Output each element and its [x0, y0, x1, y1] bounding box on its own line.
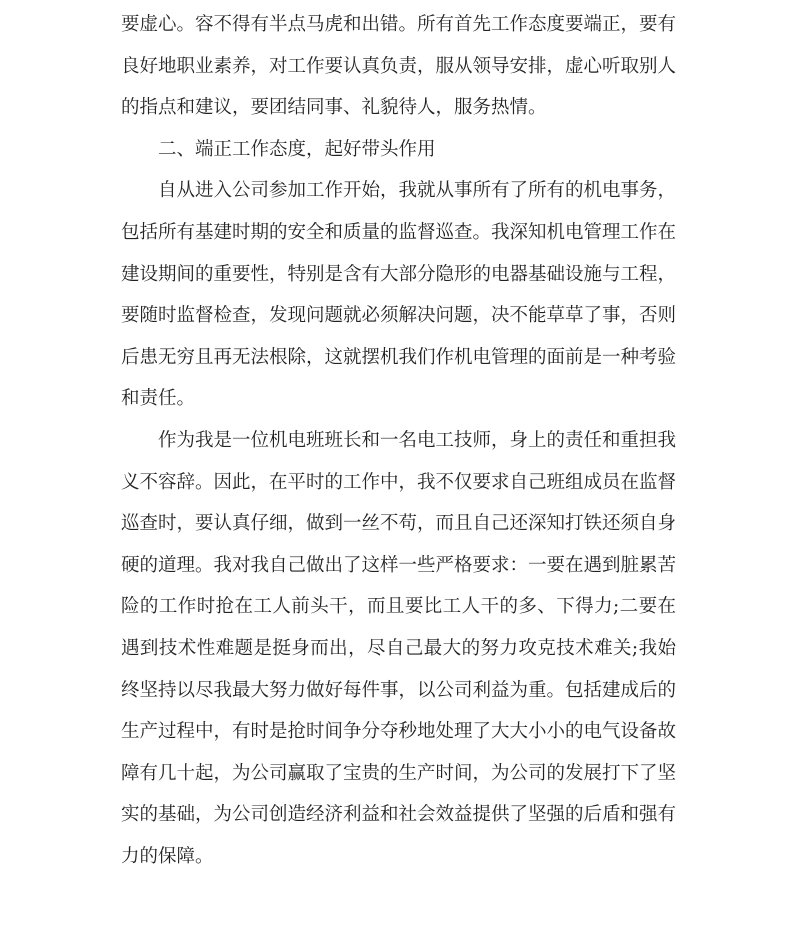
section-heading: 二、端正工作态度，起好带头作用 — [158, 138, 436, 160]
paragraph-team-leader-responsibility: 作为我是一位机电班班长和一名电工技师，身上的责任和重担我义不容辞。因此，在平时的工作中，我不仅要求自己班组成员在监督巡查时，要认真仔细，做到一丝不苟，而且自己还深知打铁还须自身硬的道理。我对我自己做出了这样一些严格要求：一要在遇到脏累苦险的工作时抢在工人前头干，而且要比工人干的多、下得力;二要在遇到技术性难题是挺身而出，尽自己最大的努力攻克技术难关;我始终坚持以尽我最大努力做好每件事，以公司利益为重。包括建成后的生产过程中，有时是抢时间争分夺秒地处理了大大小小的电气设备故障有几十起，为公司赢取了宝贵的生产时间，为公司的发展打下了坚实的基础，为公司创造经济利益和社会效益提供了坚强的后盾和强有力的保障。 — [121, 429, 677, 867]
document-body — [121, 4, 676, 877]
paragraph-intro-continuation: 要虚心。容不得有半点马虎和出错。所有首先工作态度要端正，要有良好地职业素养，对工作要认真负责，服从领导安排，虚心听取别人的指点和建议，要团结同事、礼貌待人，服务热情。 — [121, 14, 677, 119]
paragraph-mechanical-duties: 自从进入公司参加工作开始，我就从事所有了所有的机电事务，包括所有基建时期的安全和质量的监督巡查。我深知机电管理工作在建设期间的重要性，特别是含有大部分隐形的电器基础设施与工程，要随时监督检查，发现问题就必须解决问题，决不能草草了事，否则后患无穷且再无法根除，这就摆机我们作机电管理的面前是一种考验和责任。 — [121, 180, 677, 410]
